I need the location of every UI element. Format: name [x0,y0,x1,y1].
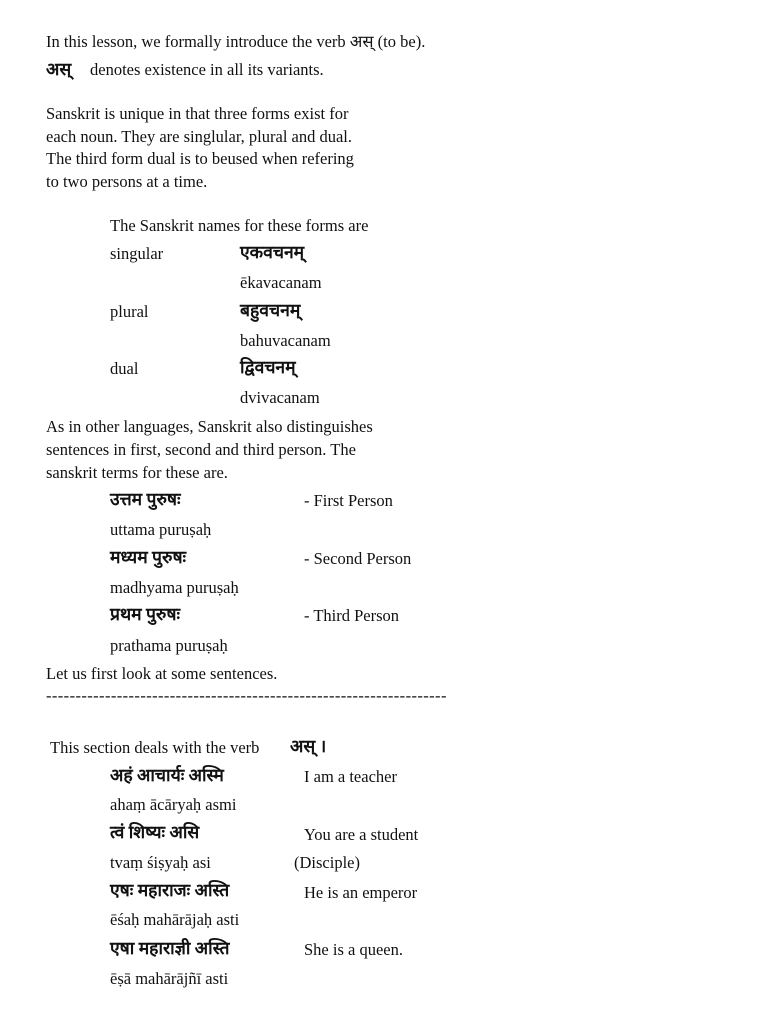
sentence-devanagari: एषः महाराजः अस्ति [110,880,230,900]
person-devanagari: उत्तम पुरुषः [110,489,181,509]
sentence-transliteration: tvaṃ śiṣyaḥ asi [110,853,211,872]
form-devanagari: द्विवचनम् [240,357,296,377]
form-name: dual [110,359,139,378]
forms-heading: The Sanskrit names for these forms are [110,216,369,235]
para2-line-3: sanskrit terms for these are. [46,463,228,482]
person-transliteration: madhyama puruṣaḥ [110,578,239,597]
sentence-meaning: I am a teacher [304,767,397,786]
person-devanagari: प्रथम पुरुषः [110,604,181,624]
form-devanagari: एकवचनम् [240,242,305,262]
section-intro-text: This section deals with the verb [50,738,260,757]
divider: -------------------------------------------------------------------- [46,686,447,705]
sentence-transliteration: ahaṃ ācāryaḥ asmi [110,795,237,814]
form-transliteration: ēkavacanam [240,273,322,292]
para1-line-3: The third form dual is to beused when refering [46,149,354,168]
person-transliteration: prathama puruṣaḥ [110,636,228,655]
section-intro-devanagari: अस् । [290,736,327,756]
form-transliteration: dvivacanam [240,388,320,407]
sentence-transliteration: ēśaḥ mahārājaḥ asti [110,910,240,929]
person-meaning: - Third Person [304,606,400,625]
form-name: singular [110,244,164,263]
person-devanagari: मध्यम पुरुषः [110,547,187,567]
form-transliteration: bahuvacanam [240,331,331,350]
form-devanagari: बहुवचनम् [240,300,301,320]
sentence-meaning: You are a student [304,825,419,844]
intro-line-2-devanagari: अस् [46,59,72,79]
sentence-devanagari: अहं आचार्यः अस्मि [110,765,224,785]
para2-line-1: As in other languages, Sanskrit also distinguishes [46,417,373,436]
form-name: plural [110,302,149,321]
intro-line-2-text: denotes existence in all its variants. [90,60,324,79]
person-meaning: - Second Person [304,549,412,568]
look-at-sentences: Let us first look at some sentences. [46,664,278,683]
person-transliteration: uttama puruṣaḥ [110,520,212,539]
sentence-transliteration: ēṣā mahārājñī asti [110,969,229,988]
person-meaning: - First Person [304,491,393,510]
intro-line-1: In this lesson, we formally introduce the verb अस् (to be). [46,32,426,51]
sentence-meaning: He is an emperor [304,883,418,902]
sentence-devanagari: त्वं शिष्यः असि [110,822,200,842]
para1-line-1: Sanskrit is unique in that three forms exist for [46,104,349,123]
para1-line-2: each noun. They are singlular, plural and dual. [46,127,353,146]
para2-line-2: sentences in first, second and third person. The [46,440,356,459]
para1-line-4: to two persons at a time. [46,172,208,191]
sentence-devanagari: एषा महाराज्ञी अस्ति [110,938,230,958]
sentence-note: (Disciple) [294,853,360,872]
sentence-meaning: She is a queen. [304,940,403,959]
